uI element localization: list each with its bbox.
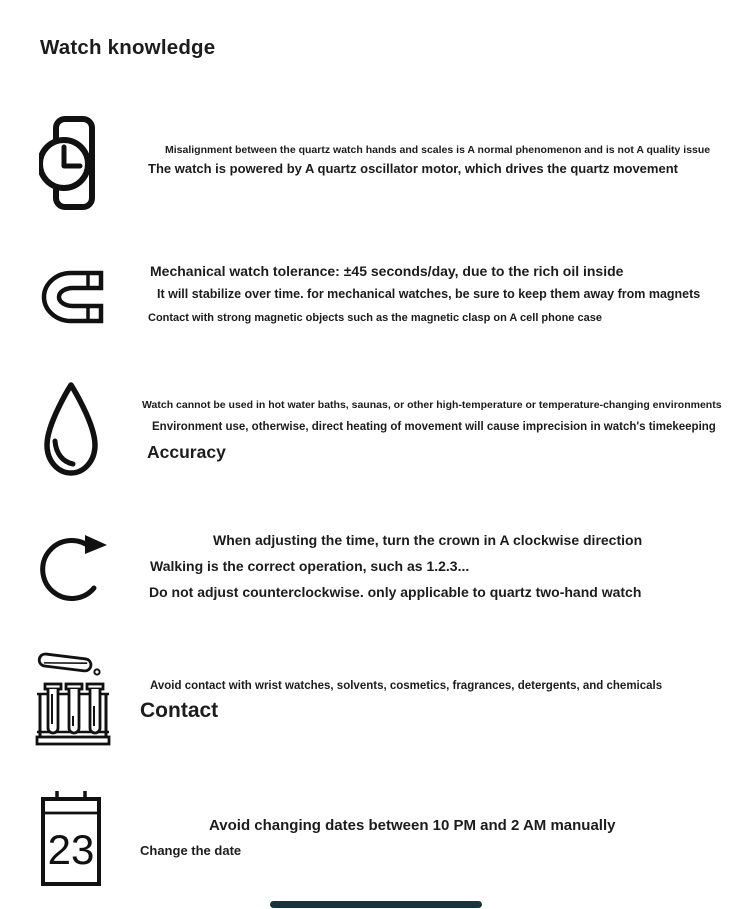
chemicals-note-line: Avoid contact with wrist watches, solvents, cosmetics, fragrances, detergents, and chemicals [150,680,663,692]
magnet-main-line: Mechanical watch tolerance: ±45 seconds/day, due to the rich oil inside [150,263,624,279]
clockwise-arrow-icon [38,526,110,604]
water-drop-icon [40,381,102,478]
date-sub-line: Change the date [140,843,242,858]
contact-heading: Contact [140,699,219,722]
drop-note-line: Watch cannot be used in hot water baths, saunas, or other high-temperature or temperature-changing environments [142,399,722,411]
date-main-line: Avoid changing dates between 10 PM and 2 AM manually [209,817,616,834]
quartz-main-line: The watch is powered by A quartz oscillator motor, which drives the quartz movement [148,161,678,176]
accuracy-heading: Accuracy [147,442,226,462]
crown-main-line: When adjusting the time, turn the crown in A clockwise direction [213,532,643,548]
crown-sub-line: Walking is the correct operation, such as 1.2.3... [150,558,470,574]
test-tubes-icon [35,648,111,746]
magnet-note-line: Contact with strong magnetic objects such as the magnetic clasp on A cell phone case [148,312,602,324]
magnet-icon [39,268,105,326]
magnet-sub-line: It will stabilize over time. for mechanical watches, be sure to keep them away from magnets [157,287,701,301]
crown-note-line: Do not adjust counterclockwise. only applicable to quartz two-hand watch [149,584,642,600]
page-title: Watch knowledge [40,36,216,59]
drop-sub-line: Environment use, otherwise, direct heating of movement will cause imprecision in watch's timekeeping [152,421,716,433]
wristwatch-icon [39,116,95,210]
calendar-day-number: 23 [47,826,95,873]
calendar-icon [40,791,104,887]
quartz-note-line: Misalignment between the quartz watch hands and scales is A normal phenomenon and is not A quality issue [165,144,711,156]
home-indicator-bar [270,901,482,908]
